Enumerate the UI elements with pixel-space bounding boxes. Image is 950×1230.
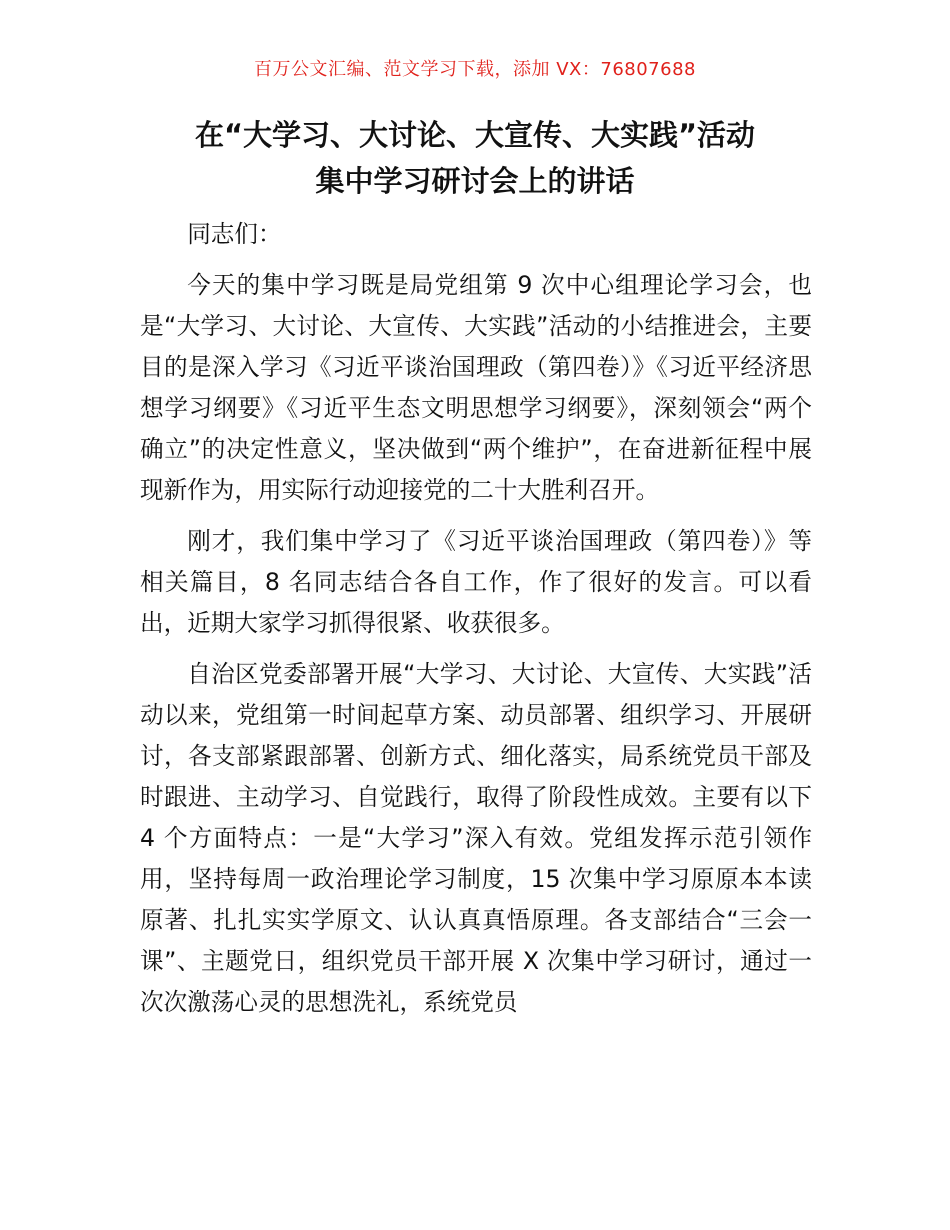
document-title	[0, 112, 950, 204]
paragraph-1: 今天的集中学习既是局党组第 9 次中心组理论学习会，也是“大学习、大讨论、大宣传、大实践”活动的小结推进会，主要目的是深入学习《习近平谈治国理政（第四卷）》《习近平经济思想学习纲要》《习近平生态文明思想学习纲要》，深刻领会“两个确立”的决定性意义，坚决做到“两个维护”，在奋进新征程中展现新作为，用实际行动迎接党的二十大胜利召开。	[140, 271, 812, 504]
title-line-1: 在“大学习、大讨论、大宣传、大实践”活动	[194, 118, 756, 152]
salutation: 同志们：	[187, 220, 282, 248]
title-line-2: 集中学习研讨会上的讲话	[315, 164, 635, 198]
header-banner: 百万公文汇编、范文学习下载，添加 VX：76807688	[254, 59, 696, 80]
paragraph-3: 自治区党委部署开展“大学习、大讨论、大宣传、大实践”活动以来，党组第一时间起草方案、动员部署、组织学习、开展研讨，各支部紧跟部署、创新方式、细化落实，局系统党员干部及时跟进、主动学习、自觉践行，取得了阶段性成效。主要有以下 4 个方面特点：一是“大学习”深入有效。党组发挥示范引领作用，坚持每周一政治理论学习制度，15 次集中学习原原本本读原著、扎扎实实学原文、认认真真悟原理。各支部结合“三会一课”、主题党日，组织党员干部开展 X 次集中学习研讨，通过一次次激荡心灵的思想洗礼，系统党员	[140, 660, 812, 1016]
document-body	[140, 214, 812, 1033]
paragraph-2: 刚才，我们集中学习了《习近平谈治国理政（第四卷）》等相关篇目，8 名同志结合各自工作，作了很好的发言。可以看出，近期大家学习抓得很紧、收获很多。	[140, 527, 812, 637]
